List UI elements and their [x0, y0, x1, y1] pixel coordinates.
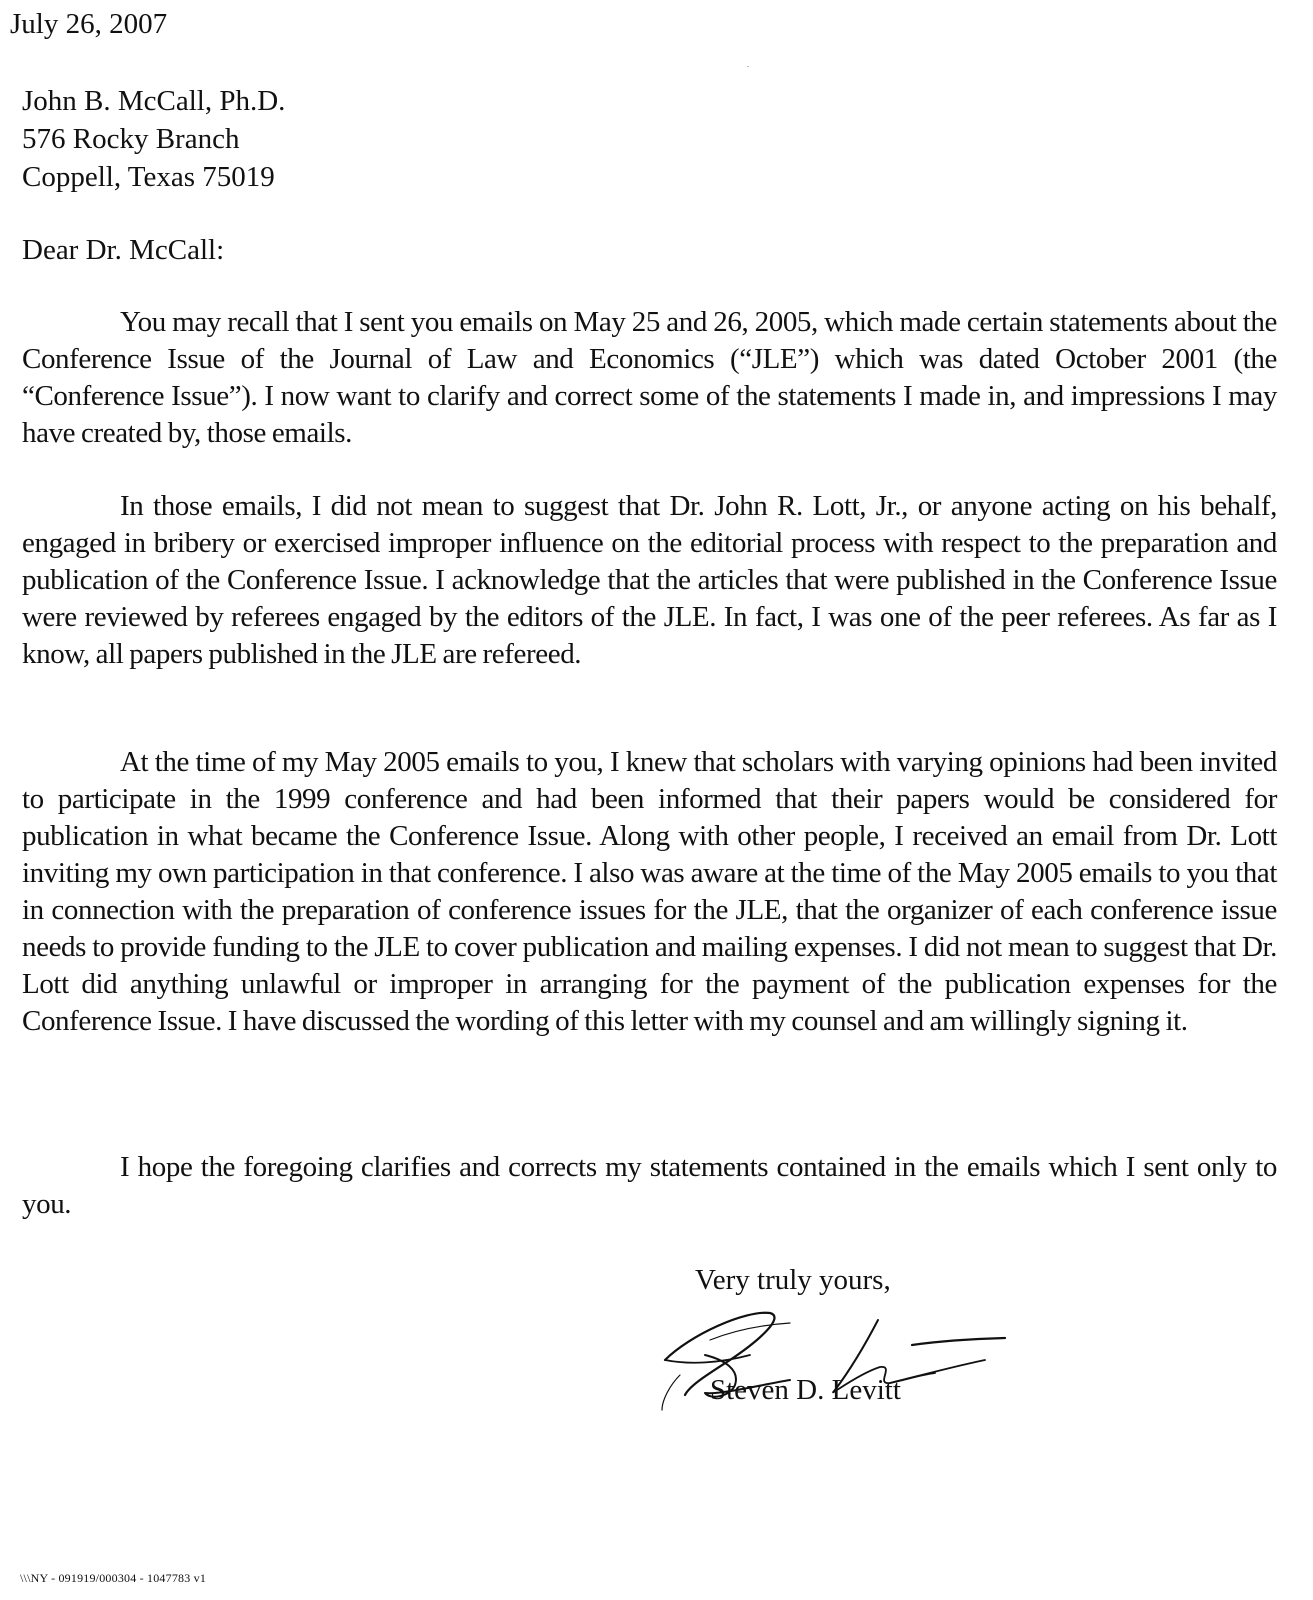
salutation: Dear Dr. McCall:: [22, 234, 225, 266]
signer-name: Steven D. Levitt: [710, 1374, 901, 1406]
scan-speck: [747, 66, 749, 67]
closing: Very truly yours,: [695, 1264, 891, 1296]
recipient-city-state-zip: Coppell, Texas 75019: [22, 161, 275, 193]
recipient-name: John B. McCall, Ph.D.: [22, 85, 286, 117]
body-paragraph-2: In those emails, I did not mean to suggest that Dr. John R. Lott, Jr., or anyone acting on his behalf, engaged in bribery or exercised improper influence on the editorial process with respect to the preparation and publication of the Conference Issue. I acknowledge that the articles that were published in the Conference Issue were reviewed by referees engaged by the editors of the JLE. In fact, I was one of the peer referees. As far as I know, all papers published in the JLE are refereed.: [22, 490, 1277, 670]
recipient-street: 576 Rocky Branch: [22, 123, 240, 155]
recipient-address: [22, 82, 285, 196]
body-paragraph-3: At the time of my May 2005 emails to you, I knew that scholars with varying opinions had been invited to participate in the 1999 conference and had been informed that their papers would be considered for publication in what became the Conference Issue. Along with other people, I received an email from Dr. Lott inviting my own participation in that conference. I also was aware at the time of the May 2005 emails to you that in connection with the preparation of conference issues for the JLE, that the organizer of each conference issue needs to provide funding to the JLE to cover publication and mailing expenses. I did not mean to suggest that Dr. Lott did anything unlawful or improper in arranging for the payment of the publication expenses for the Conference Issue. I have discussed the wording of this letter with my counsel and am willingly signing it.: [22, 746, 1277, 1037]
letter-date: July 26, 2007: [10, 8, 168, 40]
body-paragraph-4: I hope the foregoing clarifies and corrects my statements contained in the emails which I sent only to you.: [22, 1151, 1277, 1220]
document-footer-code: \\\NY - 091919/000304 - 1047783 v1: [20, 1571, 207, 1585]
body-paragraph-1: You may recall that I sent you emails on May 25 and 26, 2005, which made certain statements about the Conference Issue of the Journal of Law and Economics (“JLE”) which was dated October 2001 (the “Conference Issue”). I now want to clarify and correct some of the statements I made in, and impressions I may have created by, those emails.: [22, 306, 1277, 449]
